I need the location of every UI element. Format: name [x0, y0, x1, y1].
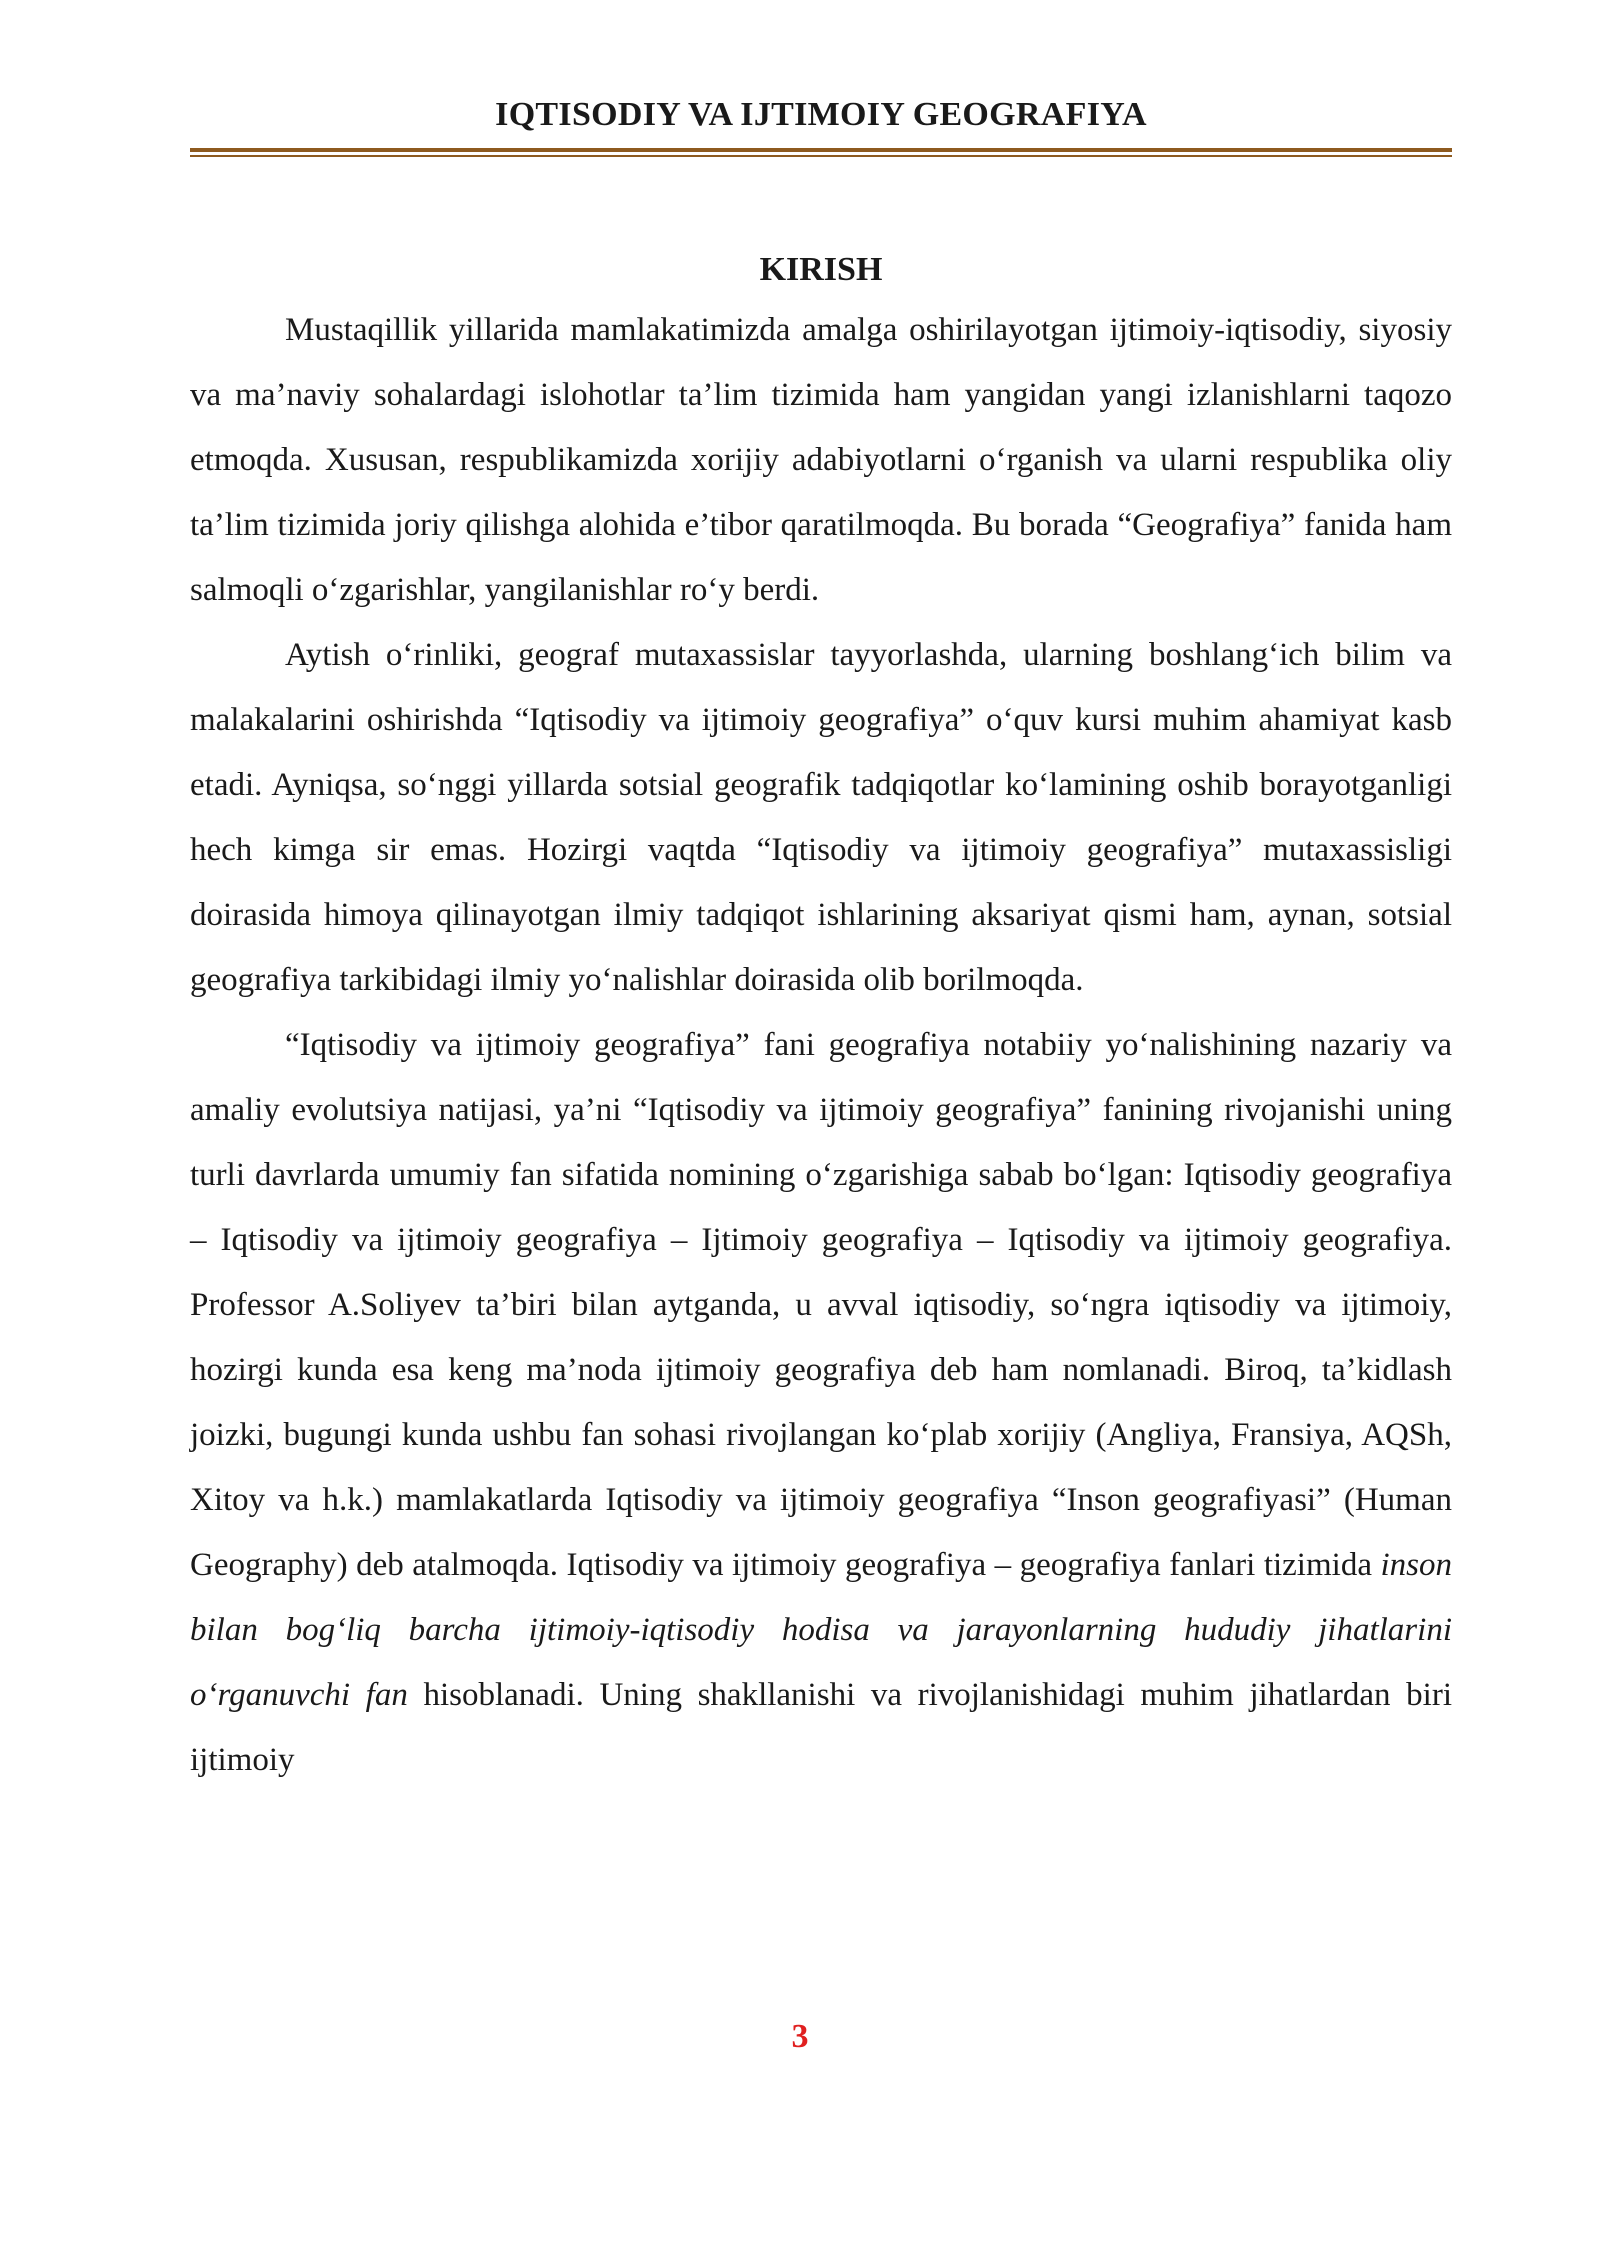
paragraph-3-continuation: hisoblanadi. Uning shakllanishi va rivojlanishidagi muhim jihatlardan biri ijtimoiy: [190, 1677, 1452, 1778]
document-body: [190, 246, 1452, 1793]
page-header: [190, 96, 1452, 134]
header-divider-thick-line: [190, 148, 1452, 152]
header-divider: [190, 148, 1452, 157]
paragraph-3: [190, 1013, 1452, 1793]
paragraph-3-text: “Iqtisodiy va ijtimoiy geografiya” fani geografiya notabiiy yo‘nalishining nazariy va amaliy evolutsiya natijasi, ya’ni “Iqtisodiy va ijtimoiy geografiya” fanining rivojanishi uning turli davrlarda umumiy fan sifatida nomining o‘zgarishiga sabab bo‘lgan: Iqtisodiy geografiya – Iqtisodiy va ijtimoiy geografiya – Ijtimoiy geografiya – Iqtisodiy va ijtimoiy geografiya. Professor A.Soliyev ta’biri bilan aytganda, u avval iqtisodiy, so‘ngra iqtisodiy va ijtimoiy, hozirgi kunda esa keng ma’noda ijtimoiy geografiya deb ham nomlanadi. Biroq, ta’kidlash joizki, bugungi kunda ushbu fan sohasi rivojlangan ko‘plab xorijiy (Angliya, Fransiya, AQSh, Xitoy va h.k.) mamlakatlarda Iqtisodiy va ijtimoiy geografiya “Inson geografiyasi” (Human Geography) deb atalmoqda. Iqtisodiy va ijtimoiy geografiya – geografiya fanlari tizimida: [190, 1027, 1452, 1583]
paragraph-1: Mustaqillik yillarida mamlakatimizda amalga oshirilayotgan ijtimoiy-iqtisodiy, siyosiy va ma’naviy sohalardagi islohotlar ta’lim tizimida ham yangidan yangi izlanishlarni taqozo etmoqda. Xususan, respublikamizda xorijiy adabiyotlarni o‘rganish va ularni respublika oliy ta’lim tizimida joriy qilishga alohida e’tibor qaratilmoqda. Bu borada “Geografiya” fanida ham salmoqli o‘zgarishlar, yangilanishlar ro‘y berdi.: [190, 312, 1452, 608]
paragraph-3-italic-definition: inson bilan bog‘liq barcha ijtimoiy-iqtisodiy hodisa va jarayonlarning hududiy jihatlarini o‘rganuvchi fan: [190, 1547, 1452, 1713]
header-divider-thin-line: [190, 155, 1452, 157]
page-number: 3: [791, 2018, 809, 2055]
section-title: KIRISH: [759, 251, 883, 288]
paragraph-2: Aytish o‘rinliki, geograf mutaxassislar tayyorlashda, ularning boshlang‘ich bilim va malakalarini oshirishda “Iqtisodiy va ijtimoiy geografiya” o‘quv kursi muhim ahamiyat kasb etadi. Ayniqsa, so‘nggi yillarda sotsial geografik tadqiqotlar ko‘lamining oshib borayotganligi hech kimga sir emas. Hozirgi vaqtda “Iqtisodiy va ijtimoiy geografiya” mutaxassisligi doirasida himoya qilinayotgan ilmiy tadqiqot ishlarining aksariyat qismi ham, aynan, sotsial geografiya tarkibidagi ilmiy yo‘nalishlar doirasida olib borilmoqda.: [190, 637, 1452, 998]
running-title: IQTISODIY VA IJTIMOIY GEOGRAFIYA: [495, 96, 1147, 133]
